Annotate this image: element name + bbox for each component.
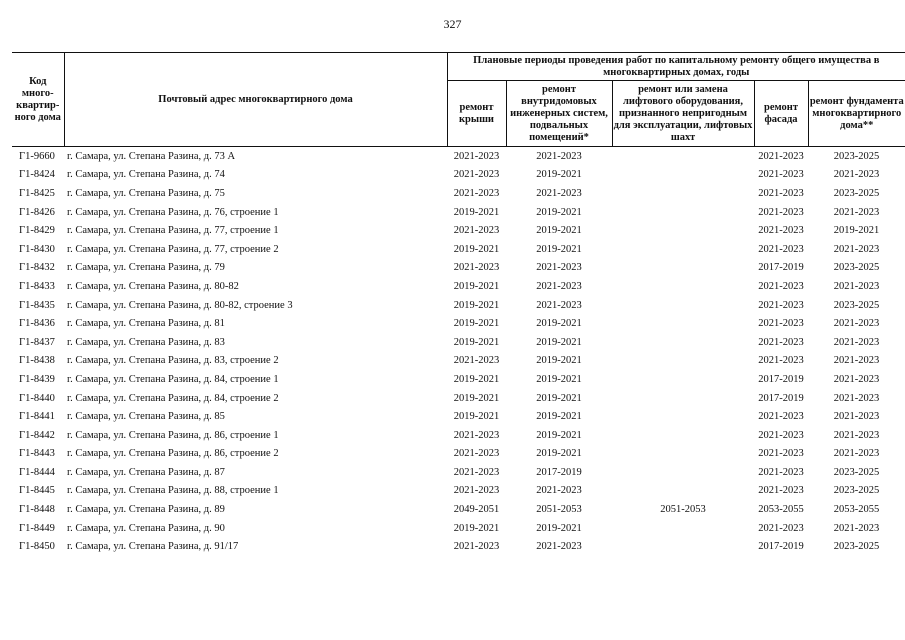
cell-engineering: 2021-2023 bbox=[536, 299, 582, 311]
cell-foundation: 2053-2055 bbox=[833, 504, 880, 516]
cell-foundation: 2021-2023 bbox=[833, 355, 880, 367]
cell-code: Г1-8429 bbox=[19, 225, 55, 237]
cell-facade: 2021-2023 bbox=[758, 411, 804, 423]
cell-roof: 2019-2021 bbox=[453, 243, 500, 255]
cell-facade: 2021-2023 bbox=[758, 280, 804, 292]
cell-code: Г1-8437 bbox=[19, 336, 55, 348]
cell-engineering: 2019-2021 bbox=[536, 243, 582, 255]
cell-foundation: 2023-2025 bbox=[833, 299, 880, 311]
table-row bbox=[12, 166, 905, 185]
cell-roof: 2019-2021 bbox=[453, 373, 500, 385]
cell-code: Г1-8442 bbox=[19, 429, 55, 441]
cell-facade: 2021-2023 bbox=[758, 318, 804, 330]
cell-foundation: 2021-2023 bbox=[833, 318, 880, 330]
cell-code: Г1-8430 bbox=[19, 243, 55, 255]
cell-lift bbox=[612, 445, 754, 464]
cell-foundation: 2021-2023 bbox=[833, 243, 880, 255]
cell-roof: 2019-2021 bbox=[453, 411, 500, 423]
cell-engineering: 2019-2021 bbox=[536, 411, 582, 423]
cell-engineering: 2021-2023 bbox=[536, 485, 582, 497]
cell-facade: 2017-2019 bbox=[758, 373, 804, 385]
cell-address: г. Самара, ул. Степана Разина, д. 74 bbox=[67, 169, 225, 181]
cell-roof: 2019-2021 bbox=[453, 206, 500, 218]
cell-foundation: 2019-2021 bbox=[833, 225, 880, 237]
table-row bbox=[12, 482, 905, 501]
cell-code: Г1-8443 bbox=[19, 448, 55, 460]
cell-address: г. Самара, ул. Степана Разина, д. 80-82, строение 3 bbox=[67, 299, 293, 311]
cell-facade: 2021-2023 bbox=[758, 299, 804, 311]
cell-foundation: 2021-2023 bbox=[833, 336, 880, 348]
cell-lift bbox=[612, 184, 754, 203]
table-row bbox=[12, 277, 905, 296]
cell-engineering: 2019-2021 bbox=[536, 206, 582, 218]
cell-code: Г1-8433 bbox=[19, 280, 55, 292]
cell-lift: 2051-2053 bbox=[660, 504, 706, 516]
cell-foundation: 2021-2023 bbox=[833, 392, 880, 404]
cell-roof: 2021-2023 bbox=[453, 150, 500, 162]
cell-code: Г1-8436 bbox=[19, 318, 55, 330]
cell-lift bbox=[612, 166, 754, 185]
cell-facade: 2021-2023 bbox=[758, 429, 804, 441]
cell-address: г. Самара, ул. Степана Разина, д. 84, строение 2 bbox=[67, 392, 279, 404]
cell-engineering: 2019-2021 bbox=[536, 169, 582, 181]
cell-foundation: 2023-2025 bbox=[833, 466, 880, 478]
cell-code: Г1-8432 bbox=[19, 262, 55, 274]
table-row bbox=[12, 389, 905, 408]
cell-engineering: 2017-2019 bbox=[536, 466, 582, 478]
cell-facade: 2017-2019 bbox=[758, 392, 804, 404]
cell-facade: 2021-2023 bbox=[758, 243, 804, 255]
cell-roof: 2021-2023 bbox=[453, 225, 500, 237]
cell-engineering: 2019-2021 bbox=[536, 392, 582, 404]
cell-roof: 2021-2023 bbox=[453, 448, 500, 460]
cell-roof: 2021-2023 bbox=[453, 541, 500, 553]
cell-lift bbox=[612, 370, 754, 389]
table-row bbox=[12, 203, 905, 222]
cell-address: г. Самара, ул. Степана Разина, д. 83, строение 2 bbox=[67, 355, 279, 367]
cell-address: г. Самара, ул. Степана Разина, д. 90 bbox=[67, 522, 225, 534]
cell-facade: 2021-2023 bbox=[758, 336, 804, 348]
cell-code: Г1-8435 bbox=[19, 299, 55, 311]
cell-address: г. Самара, ул. Степана Разина, д. 86, строение 2 bbox=[67, 448, 279, 460]
cell-code: Г1-8439 bbox=[19, 373, 55, 385]
cell-lift bbox=[612, 519, 754, 538]
cell-address: г. Самара, ул. Степана Разина, д. 91/17 bbox=[67, 541, 239, 553]
cell-code: Г1-8448 bbox=[19, 504, 55, 516]
cell-roof: 2019-2021 bbox=[453, 336, 500, 348]
table-row bbox=[12, 259, 905, 278]
cell-address: г. Самара, ул. Степана Разина, д. 79 bbox=[67, 262, 225, 274]
cell-lift bbox=[612, 277, 754, 296]
cell-lift bbox=[612, 221, 754, 240]
table-row bbox=[12, 184, 905, 203]
cell-lift bbox=[612, 314, 754, 333]
header-planned-periods: Плановые периоды проведения работ по капитальному ремонту общего имущества в многоквартирных домах, годы bbox=[447, 53, 905, 81]
cell-facade: 2021-2023 bbox=[758, 150, 804, 162]
cell-address: г. Самара, ул. Степана Разина, д. 76, строение 1 bbox=[67, 206, 279, 218]
cell-foundation: 2021-2023 bbox=[833, 429, 880, 441]
cell-code: Г1-8441 bbox=[19, 411, 55, 423]
cell-address: г. Самара, ул. Степана Разина, д. 75 bbox=[67, 187, 225, 199]
cell-foundation: 2021-2023 bbox=[833, 411, 880, 423]
header-engineering: ремонт внутридомовых инженерных систем, подвальных помещений* bbox=[506, 81, 612, 147]
header-facade: ремонт фасада bbox=[754, 81, 808, 147]
table-row bbox=[12, 500, 905, 519]
cell-code: Г1-8424 bbox=[19, 169, 55, 181]
cell-roof: 2019-2021 bbox=[453, 299, 500, 311]
cell-roof: 2021-2023 bbox=[453, 187, 500, 199]
cell-code: Г1-8438 bbox=[19, 355, 55, 367]
cell-address: г. Самара, ул. Степана Разина, д. 88, строение 1 bbox=[67, 485, 279, 497]
cell-facade: 2021-2023 bbox=[758, 448, 804, 460]
cell-facade: 2021-2023 bbox=[758, 355, 804, 367]
cell-address: г. Самара, ул. Степана Разина, д. 84, строение 1 bbox=[67, 373, 279, 385]
cell-facade: 2017-2019 bbox=[758, 262, 804, 274]
capital-repair-schedule-table bbox=[12, 52, 905, 556]
cell-engineering: 2019-2021 bbox=[536, 429, 582, 441]
cell-engineering: 2019-2021 bbox=[536, 522, 582, 534]
cell-address: г. Самара, ул. Степана Разина, д. 87 bbox=[67, 466, 225, 478]
header-lift: ремонт или замена лифтового оборудования, признанного непригодным для эксплуатации, лифтовых шахт bbox=[612, 81, 754, 147]
cell-code: Г1-8444 bbox=[19, 466, 55, 478]
cell-code: Г1-9660 bbox=[19, 150, 55, 162]
cell-code: Г1-8425 bbox=[19, 187, 55, 199]
table-row bbox=[12, 519, 905, 538]
cell-engineering: 2021-2023 bbox=[536, 262, 582, 274]
cell-lift bbox=[612, 426, 754, 445]
cell-engineering: 2051-2053 bbox=[536, 504, 582, 516]
cell-address: г. Самара, ул. Степана Разина, д. 86, строение 1 bbox=[67, 429, 279, 441]
cell-code: Г1-8445 bbox=[19, 485, 55, 497]
cell-address: г. Самара, ул. Степана Разина, д. 80-82 bbox=[67, 280, 239, 292]
cell-facade: 2021-2023 bbox=[758, 485, 804, 497]
cell-address: г. Самара, ул. Степана Разина, д. 83 bbox=[67, 336, 225, 348]
cell-lift bbox=[612, 203, 754, 222]
table-row bbox=[12, 296, 905, 315]
table-row bbox=[12, 463, 905, 482]
cell-foundation: 2021-2023 bbox=[833, 169, 880, 181]
header-roof: ремонт крыши bbox=[447, 81, 506, 147]
cell-lift bbox=[612, 389, 754, 408]
table-row bbox=[12, 333, 905, 352]
cell-engineering: 2019-2021 bbox=[536, 225, 582, 237]
cell-roof: 2021-2023 bbox=[453, 355, 500, 367]
cell-roof: 2021-2023 bbox=[453, 466, 500, 478]
cell-address: г. Самара, ул. Степана Разина, д. 85 bbox=[67, 411, 225, 423]
table-row bbox=[12, 314, 905, 333]
cell-engineering: 2019-2021 bbox=[536, 448, 582, 460]
cell-engineering: 2019-2021 bbox=[536, 336, 582, 348]
cell-engineering: 2021-2023 bbox=[536, 150, 582, 162]
page-number: 327 bbox=[443, 17, 462, 31]
cell-lift bbox=[612, 147, 754, 166]
table-row bbox=[12, 147, 905, 166]
cell-facade: 2021-2023 bbox=[758, 169, 804, 181]
cell-foundation: 2023-2025 bbox=[833, 262, 880, 274]
header-code: Код много-квартир-ного дома bbox=[12, 53, 64, 147]
cell-roof: 2021-2023 bbox=[453, 429, 500, 441]
cell-facade: 2021-2023 bbox=[758, 466, 804, 478]
table-row bbox=[12, 370, 905, 389]
cell-lift bbox=[612, 537, 754, 556]
cell-engineering: 2021-2023 bbox=[536, 541, 582, 553]
cell-roof: 2019-2021 bbox=[453, 280, 500, 292]
cell-roof: 2021-2023 bbox=[453, 262, 500, 274]
cell-facade: 2021-2023 bbox=[758, 187, 804, 199]
cell-engineering: 2019-2021 bbox=[536, 373, 582, 385]
cell-roof: 2021-2023 bbox=[453, 169, 500, 181]
cell-foundation: 2021-2023 bbox=[833, 522, 880, 534]
cell-foundation: 2023-2025 bbox=[833, 150, 880, 162]
cell-lift bbox=[612, 463, 754, 482]
cell-lift bbox=[612, 296, 754, 315]
cell-roof: 2019-2021 bbox=[453, 392, 500, 404]
cell-foundation: 2023-2025 bbox=[833, 541, 880, 553]
cell-facade: 2017-2019 bbox=[758, 541, 804, 553]
cell-address: г. Самара, ул. Степана Разина, д. 77, строение 2 bbox=[67, 243, 279, 255]
cell-address: г. Самара, ул. Степана Разина, д. 73 А bbox=[67, 150, 236, 162]
cell-engineering: 2019-2021 bbox=[536, 355, 582, 367]
table-row bbox=[12, 426, 905, 445]
cell-lift bbox=[612, 259, 754, 278]
cell-roof: 2019-2021 bbox=[453, 522, 500, 534]
cell-code: Г1-8426 bbox=[19, 206, 55, 218]
cell-lift bbox=[612, 240, 754, 259]
cell-roof: 2019-2021 bbox=[453, 318, 500, 330]
cell-code: Г1-8450 bbox=[19, 541, 55, 553]
header-address: Почтовый адрес многоквартирного дома bbox=[64, 53, 447, 147]
cell-engineering: 2021-2023 bbox=[536, 187, 582, 199]
table-row bbox=[12, 407, 905, 426]
cell-facade: 2021-2023 bbox=[758, 522, 804, 534]
table-row bbox=[12, 221, 905, 240]
cell-foundation: 2021-2023 bbox=[833, 448, 880, 460]
cell-lift bbox=[612, 482, 754, 501]
cell-facade: 2053-2055 bbox=[758, 504, 804, 516]
cell-foundation: 2023-2025 bbox=[833, 187, 880, 199]
cell-facade: 2021-2023 bbox=[758, 225, 804, 237]
cell-address: г. Самара, ул. Степана Разина, д. 81 bbox=[67, 318, 225, 330]
cell-lift bbox=[612, 407, 754, 426]
cell-roof: 2049-2051 bbox=[453, 504, 500, 516]
header-foundation: ремонт фундамента многоквартирного дома** bbox=[808, 81, 905, 147]
cell-foundation: 2021-2023 bbox=[833, 280, 880, 292]
cell-foundation: 2021-2023 bbox=[833, 206, 880, 218]
cell-lift bbox=[612, 333, 754, 352]
cell-address: г. Самара, ул. Степана Разина, д. 77, строение 1 bbox=[67, 225, 279, 237]
table-row bbox=[12, 352, 905, 371]
cell-foundation: 2021-2023 bbox=[833, 373, 880, 385]
cell-roof: 2021-2023 bbox=[453, 485, 500, 497]
cell-code: Г1-8440 bbox=[19, 392, 55, 404]
table-row bbox=[12, 445, 905, 464]
cell-engineering: 2021-2023 bbox=[536, 280, 582, 292]
cell-engineering: 2019-2021 bbox=[536, 318, 582, 330]
table-row bbox=[12, 240, 905, 259]
cell-lift bbox=[612, 352, 754, 371]
table-row bbox=[12, 537, 905, 556]
cell-facade: 2021-2023 bbox=[758, 206, 804, 218]
cell-address: г. Самара, ул. Степана Разина, д. 89 bbox=[67, 504, 225, 516]
cell-code: Г1-8449 bbox=[19, 522, 55, 534]
cell-foundation: 2023-2025 bbox=[833, 485, 880, 497]
